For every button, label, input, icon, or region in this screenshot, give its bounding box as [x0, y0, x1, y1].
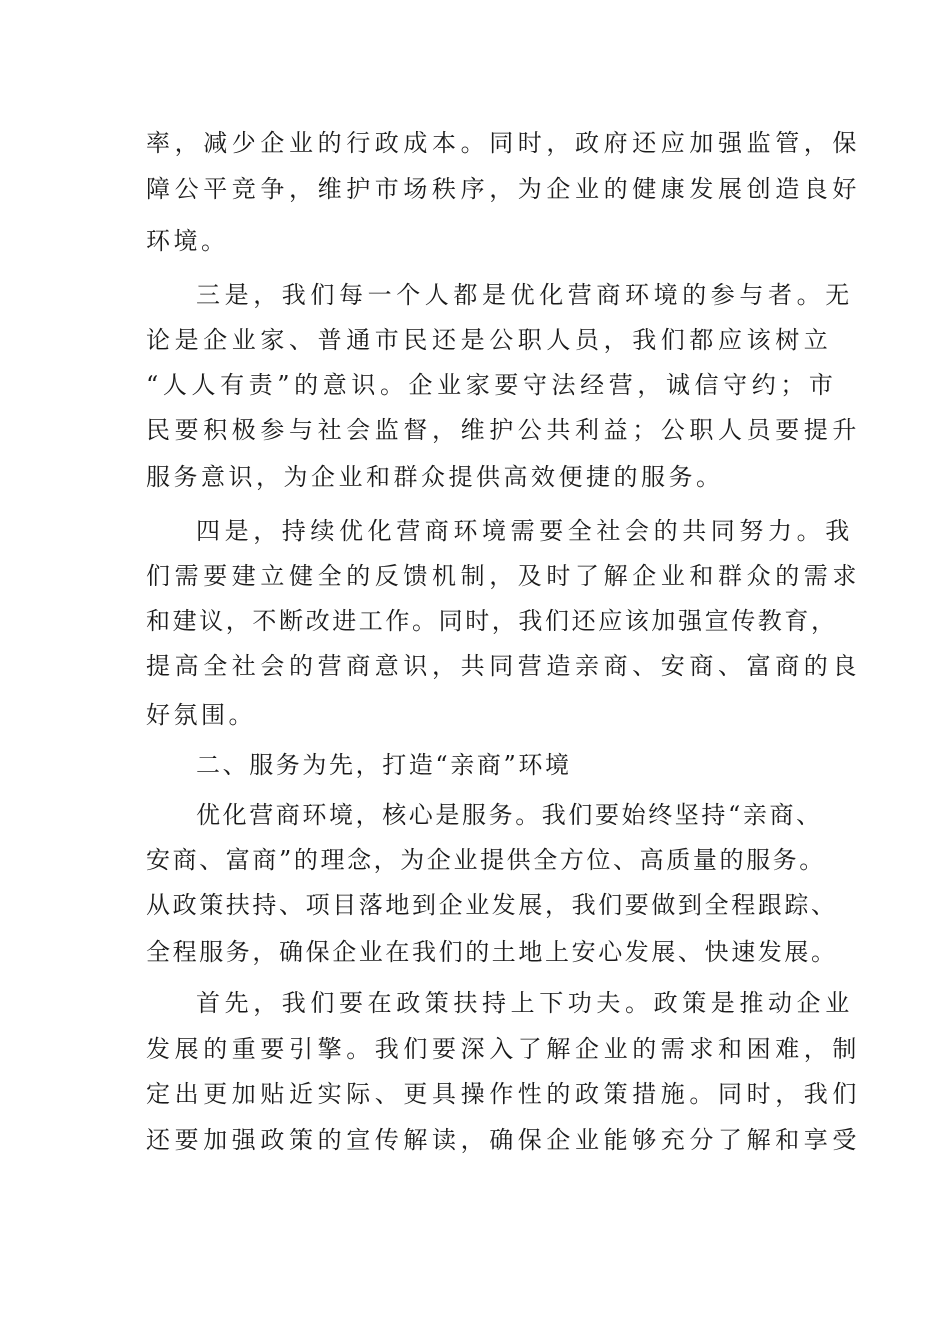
text-line: 安商、富商”的理念，为企业提供全方位、高质量的服务。 — [146, 846, 826, 874]
text-line: 全程服务，确保企业在我们的土地上安心发展、快速发展。 — [146, 938, 838, 966]
text-line: 率，减少企业的行政成本。同时，政府还应加强监管，保 — [146, 129, 861, 157]
text-line: 提高全社会的营商意识，共同营造亲商、安商、富商的良 — [146, 652, 861, 680]
text-line: 民要积极参与社会监督，维护公共利益；公职人员要提升 — [146, 416, 861, 444]
section-heading: 二、服务为先，打造“亲商”环境 — [196, 751, 572, 779]
text-line: 和建议，不断改进工作。同时，我们还应该加强宣传教育， — [146, 607, 838, 635]
text-line: 优化营商环境，核心是服务。我们要始终坚持“亲商、 — [196, 801, 823, 829]
text-line: 服务意识，为企业和群众提供高效便捷的服务。 — [146, 463, 724, 491]
text-line: 障公平竞争，维护市场秩序，为企业的健康发展创造良好 — [146, 175, 861, 203]
text-line: 好氛围。 — [146, 701, 256, 729]
text-line: 环境。 — [146, 227, 229, 255]
text-line: 三是，我们每一个人都是优化营商环境的参与者。无 — [196, 281, 854, 309]
text-line: 们需要建立健全的反馈机制，及时了解企业和群众的需求 — [146, 562, 861, 590]
text-line: “人人有责”的意识。企业家要守法经营，诚信守约；市 — [146, 371, 838, 399]
text-line: 发展的重要引擎。我们要深入了解企业的需求和困难，制 — [146, 1035, 861, 1063]
text-line: 四是，持续优化营商环境需要全社会的共同努力。我 — [196, 517, 854, 545]
text-line: 从政策扶持、项目落地到企业发展，我们要做到全程跟踪、 — [146, 891, 838, 919]
text-line: 还要加强政策的宣传解读，确保企业能够充分了解和享受 — [146, 1126, 861, 1154]
text-line: 论是企业家、普通市民还是公职人员，我们都应该树立 — [146, 326, 833, 354]
text-line: 首先，我们要在政策扶持上下功夫。政策是推动企业 — [196, 989, 854, 1017]
text-line: 定出更加贴近实际、更具操作性的政策措施。同时，我们 — [146, 1080, 861, 1108]
